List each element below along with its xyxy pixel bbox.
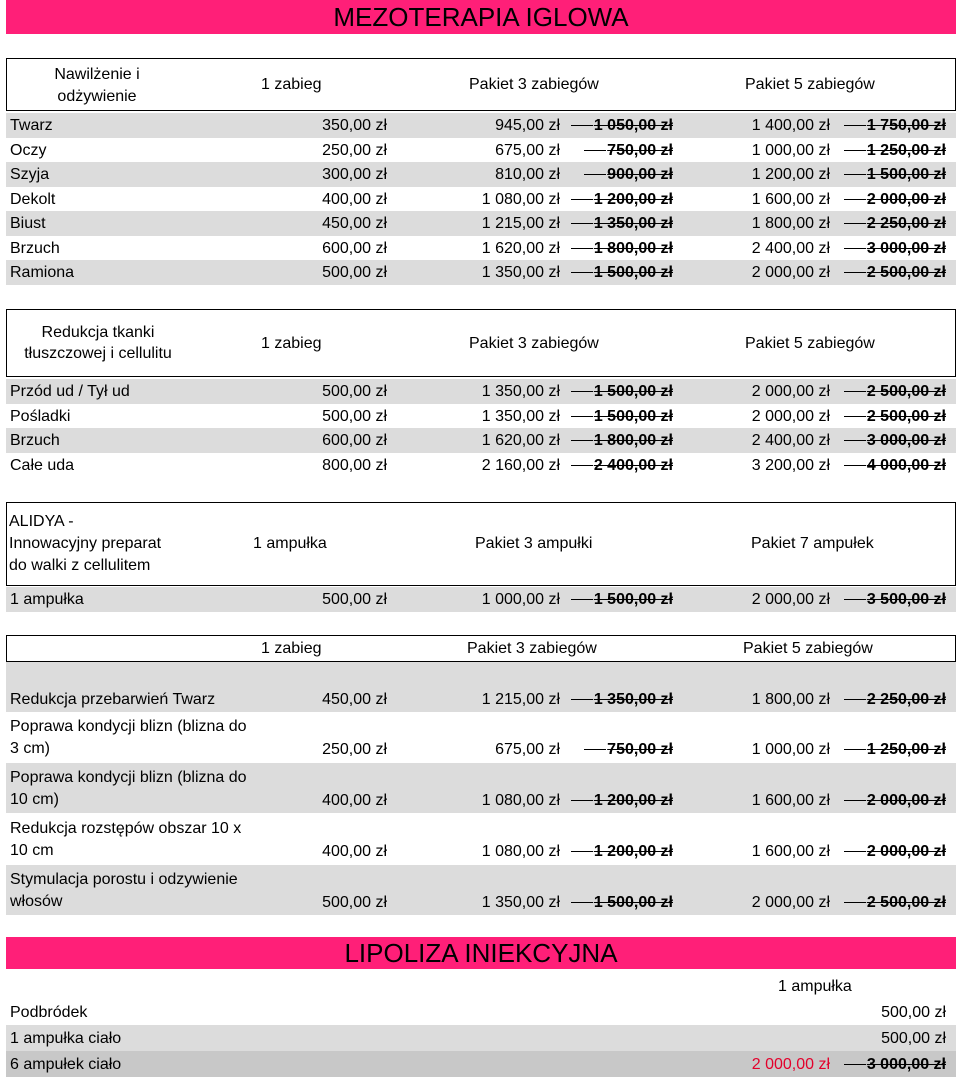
price-pack5: 1 000,00 zł: [751, 142, 830, 159]
old-price-pack3: 750,00 zł: [584, 141, 673, 160]
table-row: [6, 1025, 956, 1051]
row-label: Ramiona: [10, 264, 75, 281]
row-label: Brzuch: [10, 432, 60, 449]
price-pack3: 810,00 zł: [495, 166, 560, 183]
header-col-1: 1 zabieg: [261, 76, 322, 93]
price-pack3: 1 620,00 zł: [481, 240, 560, 257]
price-single: 600,00 zł: [322, 432, 387, 449]
price-pack5: 1 600,00 zł: [751, 191, 830, 208]
table-row: [6, 865, 956, 915]
old-price-pack5: 2 000,00 zł: [844, 791, 946, 810]
old-price-pack5: 3 000,00 zł: [844, 239, 946, 258]
price-single: 500,00 zł: [322, 894, 387, 911]
header-label-line: Innowacyjny preparat: [9, 535, 162, 552]
old-price-pack5: 1 250,00 zł: [844, 141, 946, 160]
row-label-line: 10 cm: [10, 842, 54, 859]
old-price-pack3: 1 350,00 zł: [571, 690, 673, 709]
price-pack5: 3 200,00 zł: [751, 457, 830, 474]
old-price: 3 000,00 zł: [844, 1055, 946, 1074]
table-row: [6, 428, 956, 453]
header-col-1: 1 zabieg: [261, 335, 322, 352]
price-single: 500,00 zł: [322, 264, 387, 281]
price-pack3: 2 160,00 zł: [481, 457, 560, 474]
price-single: 600,00 zł: [322, 240, 387, 257]
row-label: Przód ud / Tył ud: [10, 383, 130, 400]
table-row: [6, 587, 956, 612]
old-price-pack3: 1 500,00 zł: [571, 590, 673, 609]
price-pack5: 2 400,00 zł: [751, 432, 830, 449]
row-label: Pośladki: [10, 408, 71, 425]
old-price-pack3: 1 500,00 zł: [571, 407, 673, 426]
header-col-ampulka: 1 ampułka: [778, 978, 852, 995]
table-row: [6, 236, 956, 261]
header-label-line: ALIDYA -: [9, 513, 74, 530]
price-pack3: 945,00 zł: [495, 117, 560, 134]
row-label-line: Poprawa kondycji blizn (blizna do: [10, 769, 247, 786]
row-label: Dekolt: [10, 191, 56, 208]
price-single: 450,00 zł: [322, 691, 387, 708]
price-single: 450,00 zł: [322, 215, 387, 232]
table-row: [6, 138, 956, 163]
price-pack7: 2 000,00 zł: [751, 591, 830, 608]
header-label-line: Redukcja tkanki: [41, 324, 155, 341]
old-price-pack3: 750,00 zł: [584, 740, 673, 759]
table-row: [6, 1051, 956, 1077]
header-col-7: Pakiet 7 ampułek: [751, 535, 874, 552]
old-price-pack5: 2 000,00 zł: [844, 842, 946, 861]
header-col-1: 1 zabieg: [261, 640, 322, 657]
row-label: Biust: [10, 215, 46, 232]
price-pack3: 1 080,00 zł: [481, 843, 560, 860]
old-price-pack3: 1 350,00 zł: [571, 214, 673, 233]
old-price-pack5: 1 250,00 zł: [844, 740, 946, 759]
old-price-pack5: 4 000,00 zł: [844, 456, 946, 475]
price-pack3: 675,00 zł: [495, 741, 560, 758]
row-label: [10, 716, 247, 760]
price-single: 300,00 zł: [322, 166, 387, 183]
old-price-pack5: 2 000,00 zł: [844, 190, 946, 209]
table-row: [6, 453, 956, 478]
price-single: 400,00 zł: [322, 843, 387, 860]
row-label-line: Stymulacja porostu i odzywienie: [10, 871, 238, 888]
row-label: 1 ampułka: [10, 591, 84, 608]
price-pack3: 1 000,00 zł: [481, 591, 560, 608]
row-label: Redukcja przebarwień Twarz: [10, 691, 216, 708]
old-price-pack3: 2 400,00 zł: [571, 456, 673, 475]
row-label: Szyja: [10, 166, 50, 183]
header-col-3: Pakiet 3 ampułki: [475, 535, 593, 552]
price-pack3: 1 350,00 zł: [481, 408, 560, 425]
price-single: 250,00 zł: [322, 142, 387, 159]
price-single: 500,00 zł: [322, 591, 387, 608]
row-label-line: Poprawa kondycji blizn (blizna do: [10, 718, 247, 735]
table-row: [6, 187, 956, 212]
header-col-3: Pakiet 3 zabiegów: [467, 640, 597, 657]
row-label: Oczy: [10, 142, 47, 159]
header-label: [7, 322, 189, 364]
header-label: [7, 64, 187, 108]
price-pack3: 675,00 zł: [495, 142, 560, 159]
row-label: 1 ampułka ciało: [10, 1030, 122, 1047]
row-label: Brzuch: [10, 240, 60, 257]
price-pack5: 1 800,00 zł: [751, 215, 830, 232]
row-label: 6 ampułek ciało: [10, 1056, 122, 1073]
price-pack3: 1 350,00 zł: [481, 383, 560, 400]
price-pack5: 1 400,00 zł: [751, 117, 830, 134]
header-col-3: Pakiet 3 zabiegów: [469, 76, 599, 93]
row-label: Twarz: [10, 117, 53, 134]
old-price-pack5: 2 500,00 zł: [844, 407, 946, 426]
old-price-pack5: 2 500,00 zł: [844, 893, 946, 912]
price-pack3: 1 080,00 zł: [481, 792, 560, 809]
price-pack3: 1 215,00 zł: [481, 215, 560, 232]
price-single: 350,00 zł: [322, 117, 387, 134]
table-row: [6, 211, 956, 236]
row-label-line: włosów: [10, 893, 63, 910]
table-row: [6, 379, 956, 404]
header-label-text: Nawilżenie i odżywienie: [54, 66, 140, 105]
price: 500,00 zł: [881, 1004, 946, 1021]
old-price-pack3: 1 500,00 zł: [571, 893, 673, 912]
price-pack3: 1 350,00 zł: [481, 264, 560, 281]
table-row: [6, 999, 956, 1025]
price: 500,00 zł: [881, 1030, 946, 1047]
header-col-5: Pakiet 5 zabiegów: [745, 76, 875, 93]
table-row: [6, 662, 956, 712]
old-price-pack5: 2 250,00 zł: [844, 690, 946, 709]
price-pack3: 1 620,00 zł: [481, 432, 560, 449]
price-single: 800,00 zł: [322, 457, 387, 474]
table-header-nawilzenie: [6, 58, 956, 111]
price-pack5: 2 000,00 zł: [751, 383, 830, 400]
old-price-pack5: 2 500,00 zł: [844, 263, 946, 282]
row-label-line: Redukcja rozstępów obszar 10 x: [10, 820, 242, 837]
price-pack5: 1 600,00 zł: [751, 843, 830, 860]
old-price-pack5: 1 500,00 zł: [844, 165, 946, 184]
table-row: [6, 404, 956, 429]
row-label: Całe uda: [10, 457, 75, 474]
table-row: [6, 763, 956, 813]
price-pack5: 1 000,00 zł: [751, 741, 830, 758]
old-price-pack5: 2 500,00 zł: [844, 382, 946, 401]
old-price-pack3: 1 500,00 zł: [571, 382, 673, 401]
table-row: [6, 113, 956, 138]
header-label-line: tłuszczowej i cellulitu: [24, 345, 172, 362]
old-price-pack5: 2 250,00 zł: [844, 214, 946, 233]
table-row: [6, 162, 956, 187]
section-title: MEZOTERAPIA IGLOWA: [333, 2, 629, 32]
price-single: 400,00 zł: [322, 191, 387, 208]
old-price-pack3: 900,00 zł: [584, 165, 673, 184]
row-label-line: 3 cm): [10, 740, 50, 757]
price-pack5: 1 800,00 zł: [751, 691, 830, 708]
price-pack5: 2 400,00 zł: [751, 240, 830, 257]
old-price-pack7: 3 500,00 zł: [844, 590, 946, 609]
row-label: Podbródek: [10, 1004, 88, 1021]
row-label: [10, 869, 238, 913]
price-single: 400,00 zł: [322, 792, 387, 809]
old-price-pack3: 1 200,00 zł: [571, 190, 673, 209]
old-price-pack3: 1 200,00 zł: [571, 791, 673, 810]
old-price-pack3: 1 800,00 zł: [571, 431, 673, 450]
old-price-pack3: 1 050,00 zł: [571, 116, 673, 135]
old-price-pack5: 3 000,00 zł: [844, 431, 946, 450]
section-title: LIPOLIZA INIEKCYJNA: [344, 938, 618, 968]
header-col-1: 1 ampułka: [253, 535, 327, 552]
row-label-line: 10 cm): [10, 791, 59, 808]
section-banner-lipoliza: [6, 937, 956, 969]
price-pack5: 1 600,00 zł: [751, 792, 830, 809]
table-header-redukcja-tkanki: [6, 309, 956, 377]
section-banner-mezoterapia: [6, 0, 956, 34]
promo-price: 2 000,00 zł: [751, 1056, 830, 1073]
price-pack5: 2 000,00 zł: [751, 264, 830, 281]
table-row: [6, 260, 956, 285]
old-price-pack3: 1 800,00 zł: [571, 239, 673, 258]
old-price-pack3: 1 500,00 zł: [571, 263, 673, 282]
price-pack3: 1 080,00 zł: [481, 191, 560, 208]
table-header-zabiegi: [6, 635, 956, 662]
table-row: [6, 814, 956, 864]
old-price-pack3: 1 200,00 zł: [571, 842, 673, 861]
table-header-alidya: [6, 502, 956, 586]
row-label: [10, 818, 241, 862]
price-pack5: 2 000,00 zł: [751, 894, 830, 911]
row-label: [10, 767, 247, 811]
price-pack5: 1 200,00 zł: [751, 166, 830, 183]
table-row: [6, 712, 956, 762]
price-single: 500,00 zł: [322, 408, 387, 425]
price-pack5: 2 000,00 zł: [751, 408, 830, 425]
price-single: 500,00 zł: [322, 383, 387, 400]
price-single: 250,00 zł: [322, 741, 387, 758]
header-col-3: Pakiet 3 zabiegów: [469, 335, 599, 352]
old-price-pack5: 1 750,00 zł: [844, 116, 946, 135]
header-label: [9, 511, 161, 577]
header-label-line: do walki z cellulitem: [9, 557, 151, 574]
header-col-5: Pakiet 5 zabiegów: [745, 335, 875, 352]
header-col-5: Pakiet 5 zabiegów: [743, 640, 873, 657]
price-pack3: 1 350,00 zł: [481, 894, 560, 911]
price-pack3: 1 215,00 zł: [481, 691, 560, 708]
